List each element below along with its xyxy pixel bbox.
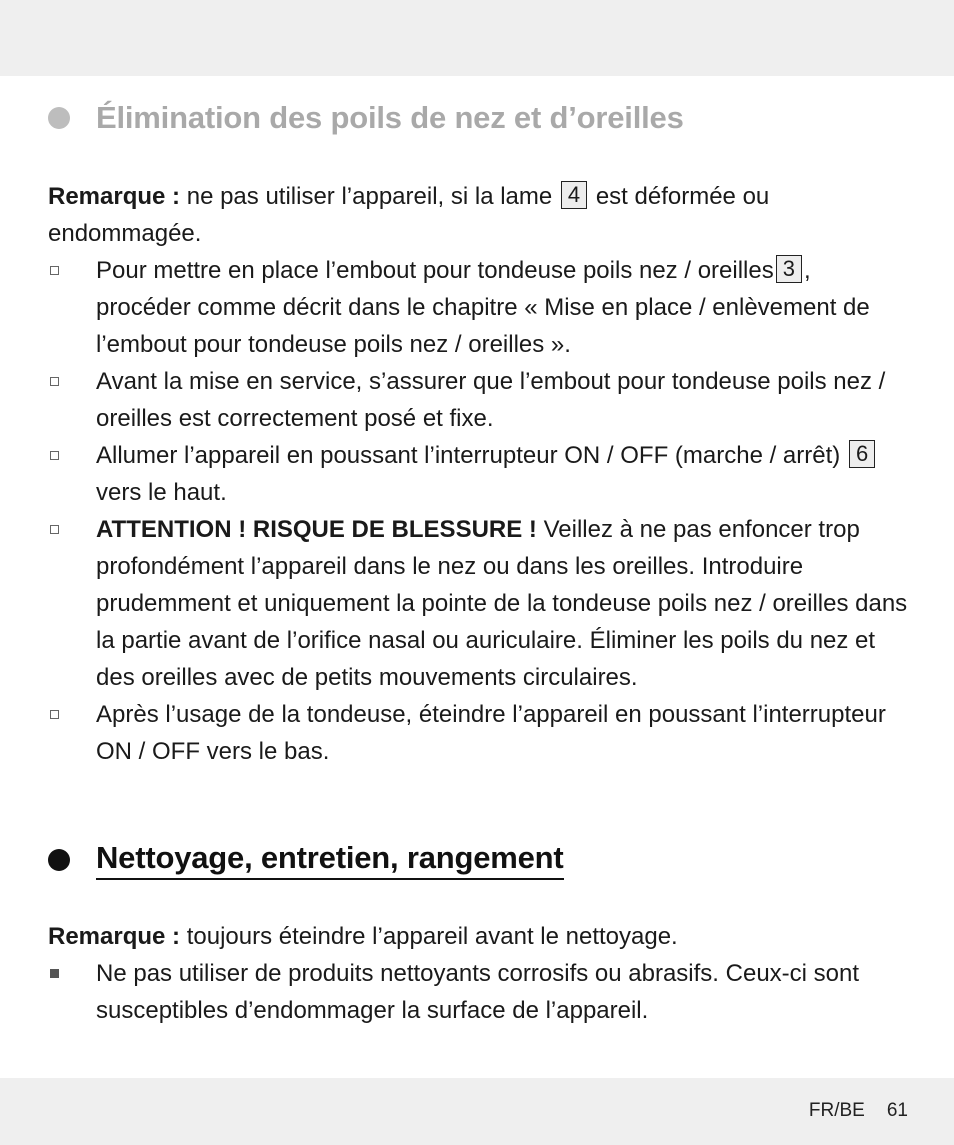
list-item: Ne pas utiliser de produits nettoyants corrosifs ou abrasifs. Ceux-ci sont susceptibles d’endommager la surface de l’appareil.	[48, 955, 910, 1029]
list-item: ATTENTION ! RISQUE DE BLESSURE ! Veillez à ne pas enfoncer trop profondément l’appareil dans le nez ou dans les oreilles. Introduire prudemment et uniquement la pointe de la tondeuse poils nez / oreilles dans la partie avant de l’orifice nasal ou auriculaire. Éliminer les poils du nez et des oreilles avec de petits mouvements circulaires.	[48, 511, 910, 696]
note-text: est déformée ou endommagée.	[48, 183, 770, 247]
locale-label: FR/BE	[808, 1100, 865, 1121]
list-item: Après l’usage de la tondeuse, éteindre l’appareil en poussant l’interrupteur ON / OFF vers le bas.	[48, 696, 910, 770]
section-heading-hair-removal	[48, 100, 684, 136]
section-heading-cleaning	[48, 840, 564, 880]
square-bullet-icon	[48, 437, 96, 511]
list-item: Avant la mise en service, s’assurer que l’embout pour tondeuse poils nez / oreilles est correctement posé et fixe.	[48, 363, 910, 437]
square-bullet-icon	[48, 363, 96, 437]
note-label: Remarque :	[48, 183, 181, 210]
section-bullet-icon	[48, 107, 70, 129]
note-paragraph	[48, 918, 908, 955]
note-text: ne pas utiliser l’appareil, si la lame	[186, 183, 553, 210]
list-item: Allumer l’appareil en poussant l’interrupteur ON / OFF (marche / arrêt) 6 vers le haut.	[48, 437, 910, 511]
section-title: Nettoyage, entretien, rangement	[96, 840, 564, 880]
square-bullet-icon	[48, 511, 96, 696]
section-bullet-icon	[48, 849, 70, 871]
top-band	[0, 0, 954, 76]
part-reference: 3	[776, 255, 802, 283]
note-text: toujours éteindre l’appareil avant le nettoyage.	[186, 923, 678, 950]
page-footer	[809, 1100, 908, 1122]
note-paragraph	[48, 178, 908, 252]
square-bullet-icon	[48, 696, 96, 770]
square-bullet-icon	[48, 252, 96, 363]
note-label: Remarque :	[48, 923, 181, 950]
filled-square-bullet-icon	[48, 955, 96, 1029]
part-reference: 6	[849, 440, 875, 468]
page-number: 61	[886, 1100, 908, 1121]
warning-label: ATTENTION ! RISQUE DE BLESSURE !	[96, 516, 537, 543]
part-reference: 4	[561, 181, 587, 209]
list-item: Pour mettre en place l’embout pour tondeuse poils nez / oreilles 3 , procéder comme décrit dans le chapitre « Mise en place / enlèvement de l’embout pour tondeuse poils nez / oreilles ».	[48, 252, 910, 363]
section-title: Élimination des poils de nez et d’oreilles	[96, 100, 684, 135]
